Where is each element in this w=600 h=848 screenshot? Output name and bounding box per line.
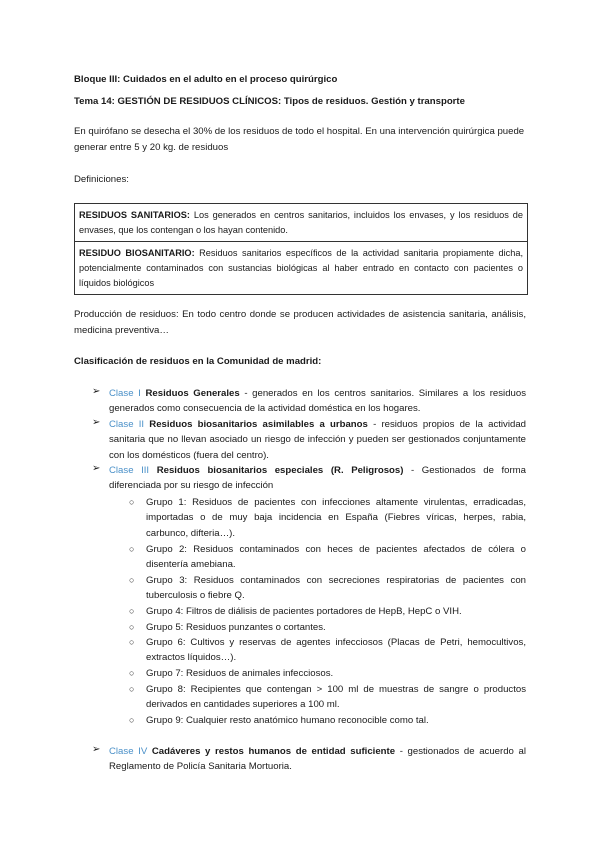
- definition-text: Residuos sanitarios específicos de la actividad sanitaria propiamente dicha, potencialmente contaminados con sustancias biológicas al haber entrado en contacto con pacientes o líquidos biológicos: [79, 248, 523, 288]
- class-text: - gestionados de acuerdo al Reglamento de Policía Sanitaria Mortuoria.: [109, 746, 526, 773]
- class-title: Residuos biosanitarios asimilables a urbanos: [149, 419, 368, 430]
- circle-bullet-icon: ○: [129, 684, 135, 694]
- circle-bullet-icon: ○: [129, 668, 135, 678]
- group-item: Grupo 2: Residuos contaminados con heces de pacientes afectados de cólera o disentería amebiana.: [146, 544, 526, 571]
- group-item: Grupo 9: Cualquier resto anatómico humano reconocible como tal.: [146, 715, 429, 726]
- group-item: Grupo 7: Residuos de animales infecciosos.: [146, 668, 334, 679]
- classification-heading: Clasificación de residuos en la Comunidad de madrid:: [74, 356, 322, 367]
- definition-term: RESIDUO BIOSANITARIO:: [79, 248, 195, 258]
- definitions-heading: Definiciones:: [74, 174, 129, 185]
- arrow-bullet-icon: ➢: [92, 417, 101, 428]
- arrow-bullet-icon: ➢: [92, 744, 101, 755]
- class-label: Clase IV: [109, 746, 148, 757]
- definition-item: [75, 204, 527, 241]
- definition-item: [75, 241, 527, 294]
- class-item: [109, 417, 526, 463]
- intro-paragraph: En quirófano se desecha el 30% de los residuos de todo el hospital. En una intervención quirúrgica puede generar entre 5 y 20 kg. de residuos: [74, 126, 525, 153]
- group-item: Grupo 6: Cultivos y reservas de agentes infecciosos (Placas de Petri, hemocultivos, extractos líquidos…).: [146, 637, 526, 664]
- circle-bullet-icon: ○: [129, 606, 135, 616]
- topic-subtitle: : Tipos de residuos. Gestión y transporte: [278, 96, 465, 107]
- class-text: - generados en los centros sanitarios. Similares a los residuos generados como consecuencia de la actividad doméstica en los hogares.: [109, 388, 526, 415]
- topic-title: Tema 14: GESTIÓN DE RESIDUOS CLÍNICOS: [74, 96, 278, 107]
- circle-bullet-icon: ○: [129, 544, 135, 554]
- circle-bullet-icon: ○: [129, 637, 135, 647]
- group-item: Grupo 8: Recipientes que contengan > 100 ml de muestras de sangre o productos derivados en cantidades superiores a 100 ml.: [146, 684, 526, 711]
- class-label: Clase I: [109, 388, 141, 399]
- group-item: Grupo 5: Residuos punzantes o cortantes.: [146, 622, 326, 633]
- topic-heading: [74, 94, 526, 110]
- circle-bullet-icon: ○: [129, 575, 135, 585]
- class-item: [109, 386, 526, 417]
- class-label: Clase II: [109, 419, 145, 430]
- class-text: - Gestionados de forma diferenciada por su riesgo de infección: [109, 465, 526, 492]
- circle-bullet-icon: ○: [129, 497, 135, 507]
- class-title: Residuos biosanitarios especiales (R. Peligrosos): [156, 465, 404, 476]
- definition-term: RESIDUOS SANITARIOS:: [79, 210, 190, 220]
- class-label: Clase III: [109, 465, 150, 476]
- class-text: - residuos propios de la actividad sanitaria que no llevan asociado un riesgo de infección y pueden ser gestionados conjuntamente con los domésticos (fuera del centro).: [109, 419, 526, 461]
- production-paragraph: Producción de residuos: En todo centro donde se producen actividades de asistencia sanitaria, análisis, medicina preventiva…: [74, 309, 526, 336]
- arrow-bullet-icon: ➢: [92, 386, 101, 397]
- block-heading: Bloque III: Cuidados en el adulto en el proceso quirúrgico: [74, 74, 338, 85]
- group-item: Grupo 3: Residuos contaminados con secreciones respiratorias de pacientes con tuberculosis o fiebre Q.: [146, 575, 526, 602]
- class-item: [109, 463, 526, 494]
- arrow-bullet-icon: ➢: [92, 463, 101, 474]
- class-title: Cadáveres y restos humanos de entidad suficiente: [151, 746, 396, 757]
- group-item: Grupo 1: Residuos de pacientes con infecciones altamente virulentas, erradicadas, importadas o de muy baja incidencia en España (Fiebres víricas, herpes, rabia, carbunco, difteria…).: [146, 497, 526, 539]
- class-item: [109, 744, 526, 775]
- definition-text: Los generados en centros sanitarios, incluidos los envases, y los residuos de envases, que los contengan o los hayan contenido.: [79, 210, 524, 235]
- circle-bullet-icon: ○: [129, 622, 135, 632]
- definitions-box: [74, 203, 528, 295]
- circle-bullet-icon: ○: [129, 715, 135, 725]
- group-item: Grupo 4: Filtros de diálisis de pacientes portadores de HepB, HepC o VIH.: [146, 606, 462, 617]
- class-title: Residuos Generales: [145, 388, 240, 399]
